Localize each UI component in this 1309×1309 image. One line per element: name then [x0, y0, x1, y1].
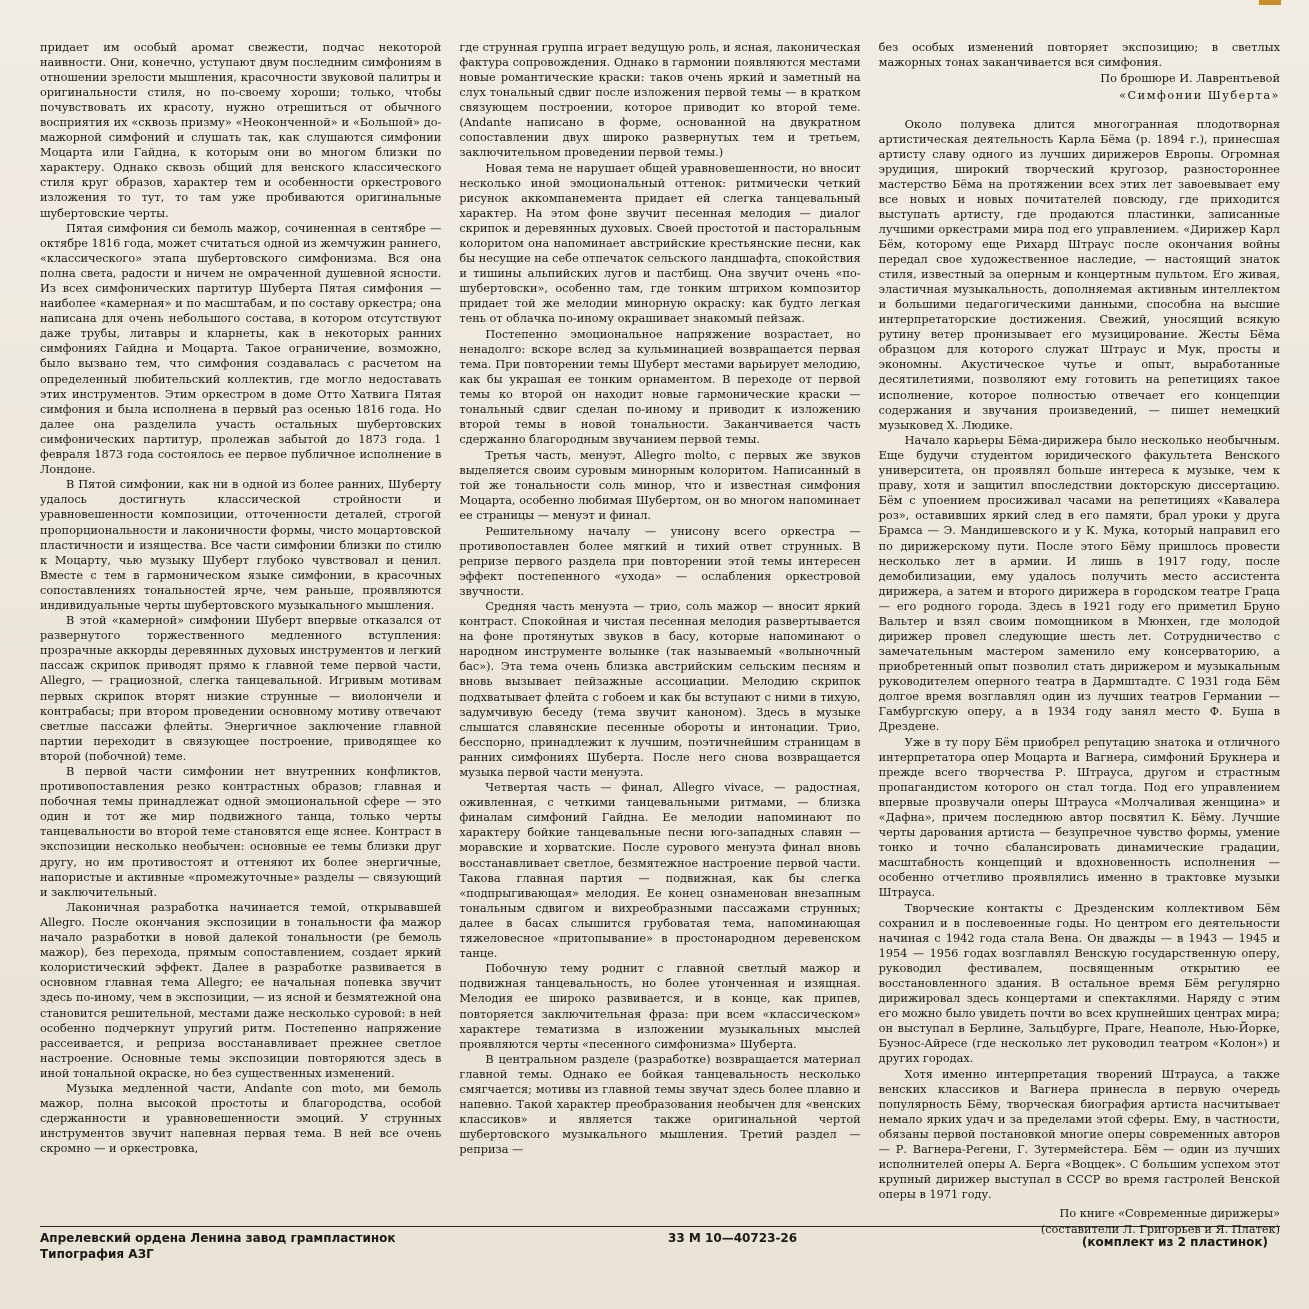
paragraph: без особых изменений повторяет экспозицию; в светлых мажорных тонах заканчивается вся симфония. [878, 41, 1280, 70]
paragraph: Решительному началу — унисону всего оркестра — противопоставлен более мягкий и тихий ответ струнных. В репризе первого раздела при повторении этой темы интересен эффект постепенного «ухода» — ослабления оркестровой звучности. [459, 524, 861, 598]
printer-line: Типография АЗГ [40, 1247, 154, 1261]
manufacturer-line: Апрелевский ордена Ленина завод грампластинок [40, 1231, 396, 1245]
paragraph: В первой части симфонии нет внутренних конфликтов, противопоставления резко контрастных образов; главная и побочная темы принадлежат одной эмоциональной сфере — это один и тот же мир подвижного танца, только черты танцевальности во второй теме становятся еще яснее. Контраст в экспозиции несколько необычен: основные ее темы близки друг другу, но им противостоят и оттеняют их более энергичные, напористые и активные «промежуточные» разделы — связующий и заключительный. [40, 765, 442, 899]
paragraph: Средняя часть менуэта — трио, соль мажор — вносит яркий контраст. Спокойная и чистая песенная мелодия развертывается на фоне протянутых звуков в басу, которые напоминают о народном инструменте волынке (так называемый «волыночный бас»). Эта тема очень близка австрийским сельским песням и вновь вызывает пейзажные ассоциации. Мелодию скрипок подхватывает флейта с гобоем и как бы вступают с ними в тихую, задумчивую беседу (тема звучит каноном). Здесь в музыке слышатся славянские песенные обороты и интонации. Трио, бесспорно, принадлежит к лучшим, поэтичнейшим страницам в ранних симфониях Шуберта. После него снова возвращается музыка первой части менуэта. [459, 600, 861, 779]
catalog-number: 33 М 10—40723-26 [668, 1231, 798, 1245]
imprint-left [40, 1230, 396, 1262]
paragraph: Пятая симфония си бемоль мажор, сочиненная в сентябре — октябре 1816 года, может считаться одной из жемчужин раннего, «классического» этапа шубертовского симфонизма. Вся она полна света, радости и ничем не омраченной душевной ясности. Из всех симфонических партитур Шуберта Пятая симфония — наиболее «камерная» и по масштабам, и по составу оркестра; она написана для очень небольшого состава, в котором отсутствуют даже трубы, литавры и кларнеты, как в некоторых ранних симфониях Гайдна и Моцарта. Такое ограничение, возможно, было вызвано тем, что симфония создавалась с расчетом на определенный любительский коллектив, где могло недоставать этих инструментов. Этим оркестром в доме Отто Хатвига Пятая симфония и была исполнена в первый раз осенью 1816 года. Но далее она разделила участь остальных шубертовских симфонических партитур, пролежав забытой до 1873 года. 1 февраля 1873 года состоялось ее первое публичное исполнение в Лондоне. [40, 222, 442, 476]
paragraph: В Пятой симфонии, как ни в одной из более ранних, Шуберту удалось достигнуть классической стройности и уравновешенности композиции, отточенности деталей, строгой пропорциональности и лаконичности формы, чисто моцартовской пластичности и изящества. Все части симфонии близки по стилю к Моцарту, чью музыку Шуберт глубоко чувствовал и ценил. Вместе с тем в гармоническом языке симфонии, в красочных сопоставлениях тональностей ярче, чем раньше, проявляются индивидуальные черты шубертовского музыкального мышления. [40, 478, 442, 612]
source-citation-line: По брошюре И. Лаврентьевой [1100, 71, 1280, 85]
paragraph: Музыка медленной части, Andante con moto, ми бемоль мажор, полна высокой простоты и благородства, особой сдержанности и уравновешенности эмоций. У струнных инструментов звучит напевная первая тема. В ней все очень скромно — и оркестровка, [40, 1082, 442, 1156]
column-1 [40, 40, 441, 1220]
paragraph: придает им особый аромат свежести, подчас некоторой наивности. Они, конечно, уступают двум последним симфониям в отношении зрелости мышления, красочности звуковой палитры и оригинальности стиля, но по-своему хороши; только, чтобы почувствовать их красоту, нужно отрешиться от обычного восприятия их «сквозь призму» «Неоконченной» и «Большой» до-мажорной симфоний и слушать так, как слушаются симфонии Моцарта или Гайдна, к которым они во многом близки по характеру. Однако сквозь общий для венского классического стиля круг образов, характер тем и особенности оркестрового изложения то тут, то там уже пробиваются оригинальные шубертовские черты. [40, 41, 442, 220]
footer-rule [40, 1226, 1280, 1227]
column-3 [878, 40, 1280, 1236]
source-citation-line: По книге «Современные дирижеры» [1059, 1207, 1280, 1221]
column-2 [459, 40, 860, 1220]
paragraph: Начало карьеры Бёма-дирижера было несколько необычным. Еще будучи студентом юридического факультета Венского университета, он проявлял больше интереса к музыке, чем к праву, хотя и защитил впоследствии докторскую диссертацию. Бём с упоением просиживал часами на репетициях «Кавалера роз», оставивших яркий след в его памяти, брал уроки у друга Брамса — Э. Мандишевского и у К. Мука, который направил его по дирижерскому пути. После этого Бёму пришлось провести несколько лет в армии. И лишь в 1917 году, после демобилизации, ему удалось получить место ассистента дирижера, а затем и второго дирижера в городском театре Граца — его родного города. Здесь в 1921 году его приметил Бруно Вальтер и взял своим помощником в Мюнхен, где молодой дирижер провел следующие шесть лет. Сотрудничество с замечательным мастером заменило ему консерваторию, а приобретенный опыт позволил стать дирижером и музыкальным руководителем оперного театра в Дармштадте. С 1931 года Бём долгое время возглавлял один из лучших театров Германии — Гамбургскую оперу, а в 1934 году занял место Ф. Буша в Дрездене. [878, 434, 1280, 734]
paragraph: Постепенно эмоциональное напряжение возрастает, но ненадолго: вскоре вслед за кульминацией возвращается первая тема. При повторении темы Шуберт местами варьирует мелодию, как бы украшая ее тонким орнаментом. В переходе от первой темы ко второй он находит новые гармонические краски — тональный сдвиг сделан по-иному и приводит к изложению второй темы в новой тональности. Заканчивается часть сдержанно благородным звучанием первой темы. [459, 327, 861, 447]
paragraph: В центральном разделе (разработке) возвращается материал главной темы. Однако ее бойкая танцевальность несколько смягчается; мотивы из главной темы звучат здесь более плавно и напевно. Такой характер преобразования необычен для «венских классиков» и является также оригинальной чертой шубертовского музыкального мышления. Третий раздел — реприза — [459, 1053, 861, 1157]
paragraph: где струнная группа играет ведущую роль, и ясная, лаконическая фактура сопровождения. Однако в гармонии появляются местами новые романтические краски: таков очень яркий и заметный на слух тональный сдвиг после изложения первой темы — в кратком связующем построении, которое приводит ко второй теме. (Andante написано в форме, основанной на двукратном сопоставлении двух широко развернутых тем и третьем, заключительном проведении первой темы.) [459, 41, 861, 160]
paragraph: В этой «камерной» симфонии Шуберт впервые отказался от развернутого торжественного медленного вступления: прозрачные аккорды деревянных духовых инструментов и легкий пассаж скрипок приводят прямо к главной теме первой части, Allegro, — грациозной, слегка танцевальной. Игривым мотивам первых скрипок вторят низкие струнные — виолончели и контрабасы; при втором проведении основному мотиву отвечают светлые пассажи флейты. Энергичное заключение главной партии переходит в связующее построение, приводящее ко второй (побочной) теме. [40, 614, 442, 763]
imprint-footer [40, 1230, 1280, 1270]
paragraph: Уже в ту пору Бём приобрел репутацию знатока и отличного интерпретатора опер Моцарта и Вагнера, симфоний Брукнера и прежде всего творчества Р. Штрауса, другом и страстным пропагандистом которого он стал тогда. Под его управлением впервые прозвучали оперы Штрауса «Молчаливая женщина» и «Дафна», причем последнюю автор посвятил К. Бёму. Лучшие черты дарования артиста — безупречное чувство формы, умение тонко и точно сбалансировать динамические градации, масштабность концепций и вдохновенность исполнения — особенно отчетливо проявлялись именно в трактовке музыки Штрауса. [878, 735, 1280, 900]
paragraph: Около полувека длится многогранная плодотворная артистическая деятельность Карла Бёма (р. 1894 г.), принесшая артисту славу одного из лучших дирижеров Европы. Огромная эрудиция, широкий творческий кругозор, разностороннее мастерство Бёма на протяжении всех этих лет завоевывает ему все новых и новых почитателей повсюду, где приходится выступать артисту, где продаются пластинки, записанные лучшими оркестрами мира под его управлением. «Дирижер Карл Бём, которому еще Рихард Штраус после окончания войны передал свое художественное наследие, — настоящий знаток стиля, известный за оперным и концертным пультом. Его живая, эластичная музыкальность, дополняемая активным интеллектом и большими педагогическими данными, способна на высшие интерпретаторские достижения. Свежий, уносящий всякую рутину ветер пронизывает его музицирование. Жесты Бёма образцом для которого служат Штраус и Мук, просты и экономны. Акустическое чутье и опыт, выработанные десятилетиями, позволяют ему готовить на репетициях такое исполнение, которое полностью отвечает его концепции содержания и звучания произведений, — пишет немецкий музыковед Х. Людике. [878, 117, 1280, 432]
paragraph: Четвертая часть — финал, Allegro vivace, — радостная, оживленная, с четкими танцевальными ритмами, — близка финалам симфоний Гайдна. Ее мелодии напоминают по характеру бойкие танцевальные песни юго-западных славян — моравские и хорватские. После сурового менуэта финал вновь восстанавливает светлое, безмятежное настроение первой части. Такова главная партия — подвижная, как бы слегка «подпрыгивающая» мелодия. Ее конец ознаменован внезапным тональным сдвигом и вихреобразными пассажами струнных; далее в басах слышится грубоватая тема, напоминающая тяжеловесное «притопывание» в простонародном деревенском танце. [459, 781, 861, 960]
paragraph: Хотя именно интерпретация творений Штрауса, а также венских классиков и Вагнера принесла в первую очередь популярность Бёму, творческая биография артиста насчитывает немало ярких удач и за пределами этой сферы. Ему, в частности, обязаны первой постановкой многие оперы современных авторов — Р. Вагнера-Регени, Г. Зутермейстера. Бём — один из лучших исполнителей оперы А. Берга «Воццек». С большим успехом этот крупный дирижер выступал в СССР во время гастролей Венской оперы в 1971 году. [878, 1067, 1280, 1202]
source-citation-editors: (составители Л. Григорьев и Я. Платек) [1040, 1222, 1280, 1236]
set-note: (комплект из 2 пластинок) [1081, 1235, 1268, 1249]
paragraph: Творческие контакты с Дрезденским коллективом Бём сохранил и в послевоенные годы. Но центром его деятельности начиная с 1942 года стала Вена. Он дважды — в 1943 — 1945 и 1954 — 1956 годах возглавлял Венскую государственную оперу, руководил фестивалем, посвященным открытию ее восстановленного здания. В остальное время Бём регулярно дирижировал здесь концертами и спектаклями. Наряду с этим его можно было увидеть почти во всех крупнейших центрах мира; он выступал в Берлине, Зальцбурге, Праге, Неаполе, Нью-Йорке, Буэнос-Айресе (где несколько лет руководил театром «Колон») и других городах. [878, 901, 1280, 1066]
text-columns [40, 40, 1280, 1236]
corner-color-mark [1259, 0, 1281, 5]
paragraph: Побочную тему роднит с главной светлый мажор и подвижная танцевальность, но более утонченная и изящная. Мелодия ее широко развивается, и в конце, как припев, повторяется заключительная фраза: при всем «классическом» характере тематизма в изложении музыкальных мыслей проявляются черты «песенного симфонизма» Шуберта. [459, 962, 861, 1051]
source-citation-title: «Симфонии Шуберта» [1119, 88, 1280, 102]
paragraph: Лаконичная разработка начинается темой, открывавшей Allegro. После окончания экспозиции в тональности фа мажор начало разработки в новой далекой тональности (ре бемоль мажор), без перехода, прямым сопоставлением, создает яркий колористический эффект. Далее в разработке развивается в основном главная тема Allegro; ее начальная попевка звучит здесь по-иному, чем в экспозиции, — из ясной и безмятежной она становится решительной, местами даже несколько суровой: в ней особенно подчеркнут упругий ритм. Постепенно напряжение рассеивается, и реприза восстанавливает прежнее светлое настроение. Основные темы экспозиции повторяются здесь в иной тональной окраске, но без существенных изменений. [40, 901, 442, 1080]
paragraph: Третья часть, менуэт, Allegro molto, с первых же звуков выделяется своим суровым минорным колоритом. Написанный в той же тональности соль минор, что и известная симфония Моцарта, особенно любимая Шубертом, он во многом напоминает ее страницы — менуэт и финал. [459, 448, 861, 522]
paragraph: Новая тема не нарушает общей уравновешенности, но вносит несколько иной эмоциональный оттенок: ритмически четкий рисунок аккомпанемента придает ей слегка танцевальный характер. На этом фоне звучит песенная мелодия — диалог скрипок и деревянных духовых. Своей простотой и пасторальным колоритом она напоминает австрийские крестьянские песни, как бы несущие на себе отпечаток сельского ландшафта, спокойствия и тишины альпийских лугов и пастбищ. Она звучит очень «по-шубертовски», особенно там, где тонким штрихом композитор придает той же мелодии минорную окраску: как будто легкая тень от облачка по-иному окрашивает знакомый пейзаж. [459, 161, 861, 326]
